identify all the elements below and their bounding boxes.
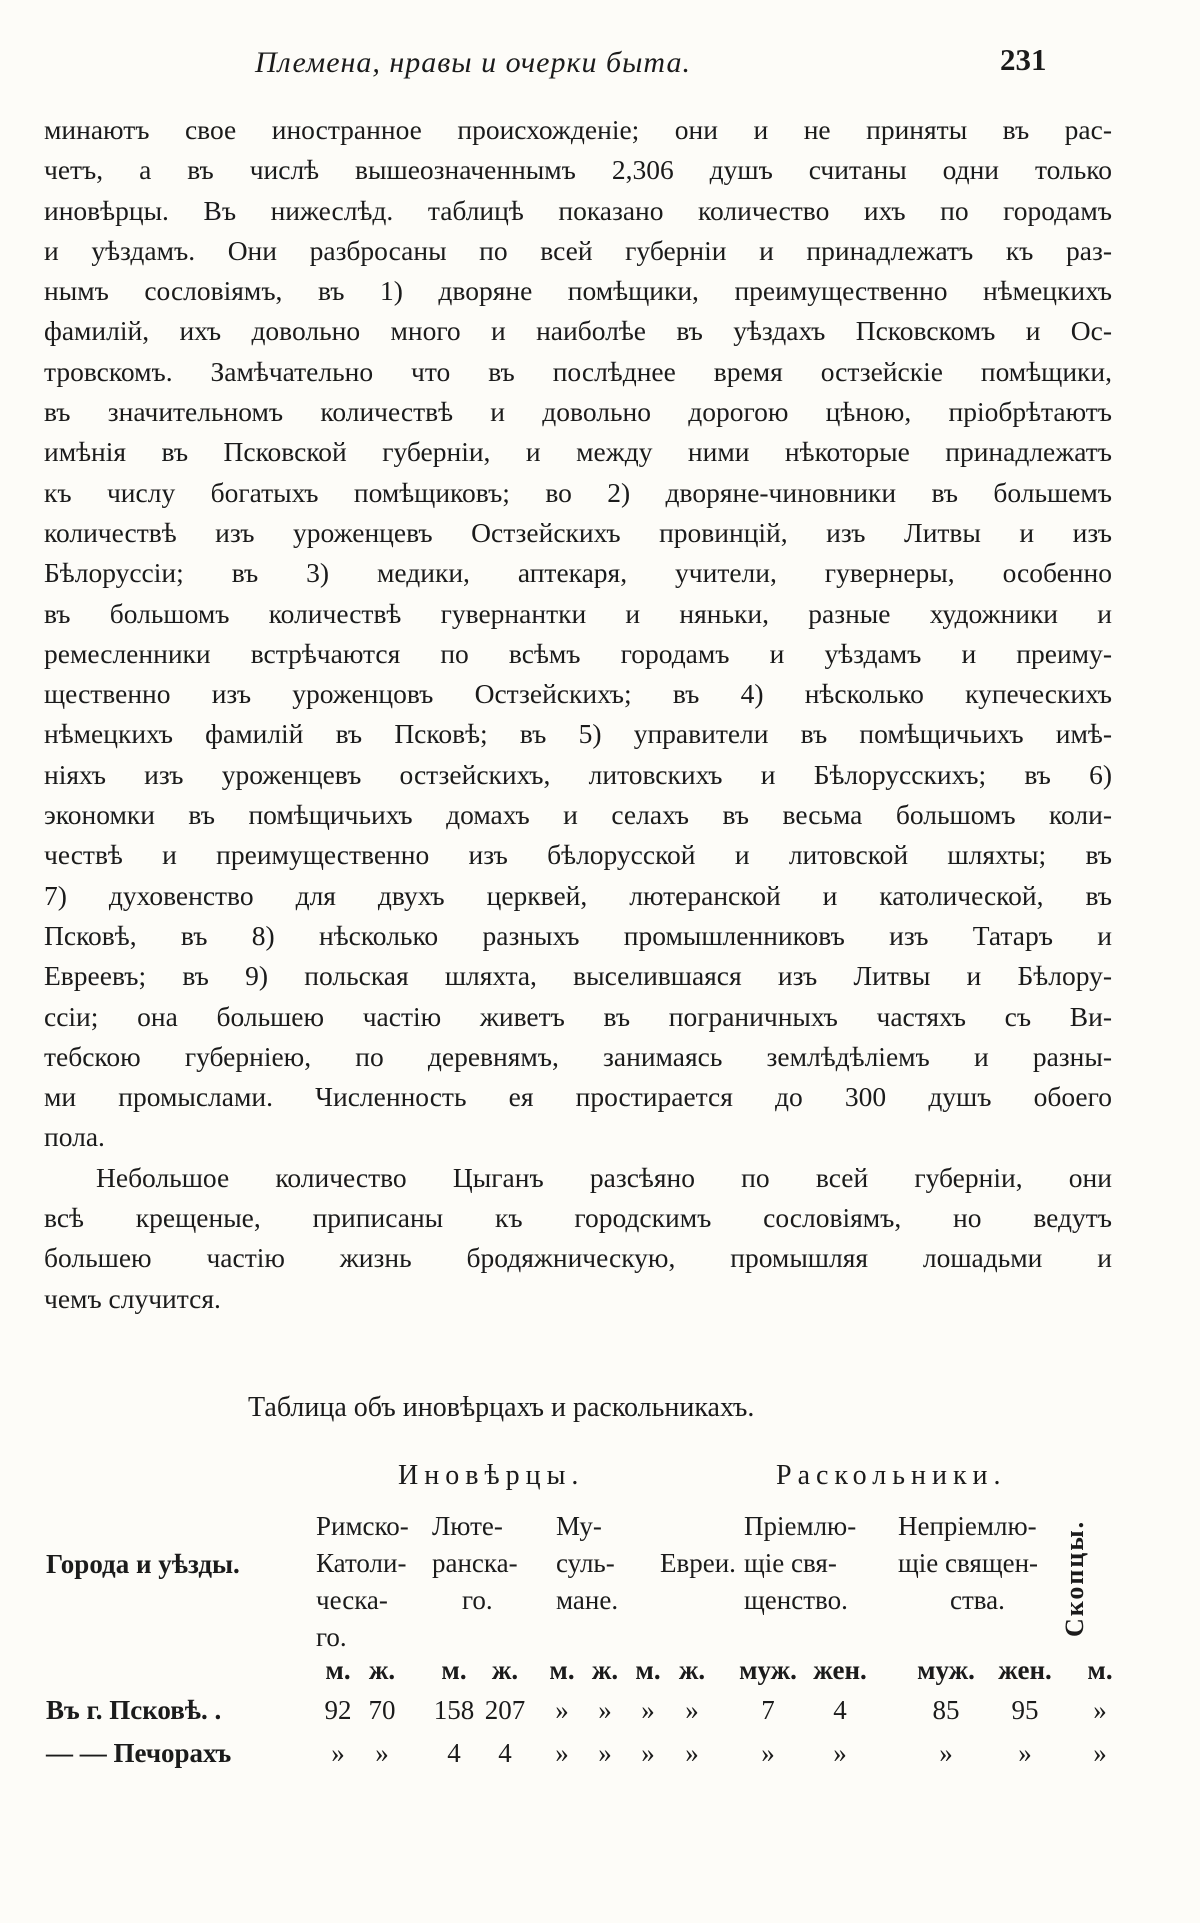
text-line: четъ, а въ числѣ вышеозначеннымъ 2,306 душъ считаны одни только bbox=[44, 154, 1112, 186]
group-header-inovercy: Иновѣрцы. bbox=[398, 1460, 585, 1491]
table-cell: » bbox=[833, 1738, 847, 1768]
running-head-title: Племена, нравы и очерки быта. bbox=[255, 46, 691, 79]
text-line: экономки въ помѣщичьихъ домахъ и селахъ въ весьма большомъ коли- bbox=[44, 799, 1112, 831]
table-cell: » bbox=[555, 1695, 569, 1725]
table-cell: » bbox=[598, 1695, 612, 1725]
sex-label: ж. bbox=[368, 1655, 396, 1685]
table-cell: 4 bbox=[833, 1695, 847, 1725]
table-cell: » bbox=[331, 1738, 345, 1768]
text-line: чемъ случится. bbox=[44, 1282, 221, 1314]
column-header-evrei: Евреи. bbox=[660, 1548, 736, 1578]
text-line: 7) духовенство для двухъ церквей, лютеранской и католической, въ bbox=[44, 879, 1112, 911]
table-cell: 4 bbox=[447, 1738, 461, 1768]
table-cell: » bbox=[1093, 1738, 1107, 1768]
sex-label: жен. bbox=[813, 1655, 867, 1685]
sex-label: м. bbox=[549, 1655, 575, 1685]
table-cell: 207 bbox=[484, 1695, 526, 1725]
sex-label: ж. bbox=[678, 1655, 706, 1685]
sex-label: м. bbox=[635, 1655, 661, 1685]
table-cell: 95 bbox=[1011, 1695, 1039, 1725]
page-number: 231 bbox=[1000, 42, 1047, 77]
sex-label: м. bbox=[441, 1655, 467, 1685]
table-cell: 85 bbox=[932, 1695, 960, 1725]
sex-label: жен. bbox=[998, 1655, 1052, 1685]
text-line: Псковѣ, въ 8) нѣсколько разныхъ промышленниковъ изъ Татаръ и bbox=[44, 919, 1112, 951]
text-line: ссіи; она большею частію живетъ въ пограничныхъ частяхъ съ Ви- bbox=[44, 1000, 1112, 1032]
text-line: тебскою губерніею, по деревнямъ, занимаясь землѣдѣліемъ и разны- bbox=[44, 1040, 1112, 1072]
sex-label: м. bbox=[1087, 1655, 1113, 1685]
text-line: большею частію жизнь бродяжническую, промышляя лошадьми и bbox=[44, 1242, 1112, 1274]
table-cell: » bbox=[641, 1738, 655, 1768]
text-line: фамилій, ихъ довольно много и наиболѣе въ уѣздахъ Псковскомъ и Ос- bbox=[44, 315, 1112, 347]
text-line: Небольшое количество Цыганъ разсѣяно по всей губерніи, они bbox=[96, 1161, 1112, 1193]
column-header-skoptsy: Скопцы. bbox=[1060, 1519, 1089, 1637]
text-line: нымъ сословіямъ, въ 1) дворяне помѣщики, преимущественно нѣмецкихъ bbox=[44, 275, 1112, 307]
table-cell: » bbox=[375, 1738, 389, 1768]
table-cell: 158 bbox=[433, 1695, 475, 1725]
sex-label: ж. bbox=[491, 1655, 519, 1685]
text-line: ніяхъ изъ уроженцевъ остзейскихъ, литовскихъ и Бѣлорусскихъ; въ 6) bbox=[44, 758, 1112, 790]
column-header-lyuteranskago: Люте- ранска- го. bbox=[432, 1511, 518, 1615]
text-line: къ числу богатыхъ помѣщиковъ; во 2) дворяне-чиновники въ большемъ bbox=[44, 476, 1112, 508]
sex-label: м. bbox=[325, 1655, 351, 1685]
sex-label: ж. bbox=[591, 1655, 619, 1685]
text-line: имѣнія въ Псковской губерніи, и между ними нѣкоторые принадлежатъ bbox=[44, 436, 1112, 468]
text-line: чествѣ и преимущественно изъ бѣлорусской и литовской шляхты; въ bbox=[44, 839, 1112, 871]
running-head bbox=[0, 42, 1200, 86]
table-cell: » bbox=[685, 1738, 699, 1768]
text-line: и уѣздамъ. Они разбросаны по всей губерніи и принадлежатъ къ раз- bbox=[44, 234, 1112, 266]
text-line: пола. bbox=[44, 1121, 105, 1153]
text-line: ми промыслами. Численность ея простирается до 300 душъ обоего bbox=[44, 1081, 1112, 1113]
sex-label: муж. bbox=[739, 1655, 797, 1685]
table-cell: » bbox=[1018, 1738, 1032, 1768]
table-title: Таблица объ иновѣрцахъ и раскольникахъ. bbox=[248, 1392, 755, 1423]
text-line: количествѣ изъ уроженцевъ Остзейскихъ провинцій, изъ Литвы и изъ bbox=[44, 516, 1112, 548]
text-line: щественно изъ уроженцовъ Остзейскихъ; въ 4) нѣсколько купеческихъ bbox=[44, 678, 1112, 710]
text-line: Евреевъ; въ 9) польская шляхта, выселившаяся изъ Литвы и Бѣлору- bbox=[44, 960, 1112, 992]
group-header-raskolniki: Раскольники. bbox=[776, 1460, 1007, 1491]
text-line: всѣ крещеные, приписаны къ городскимъ сословіямъ, но ведутъ bbox=[44, 1202, 1112, 1234]
column-header-priemlyushchie: Пріемлю- щіе свя- щенство. bbox=[744, 1511, 857, 1615]
table-cell: 92 bbox=[324, 1695, 352, 1725]
table-cell: » bbox=[939, 1738, 953, 1768]
table-row-label: — — Печорахъ bbox=[46, 1738, 232, 1768]
table-cell: » bbox=[685, 1695, 699, 1725]
table-cell: » bbox=[761, 1738, 775, 1768]
row-header-label: Города и уѣзды. bbox=[46, 1549, 240, 1579]
table-cell: » bbox=[598, 1738, 612, 1768]
column-header-mussulmane: Му- суль- мане. bbox=[556, 1511, 619, 1615]
text-line: ремесленники встрѣчаются по всѣмъ городамъ и уѣздамъ и преиму- bbox=[44, 637, 1112, 669]
text-line: минаютъ свое иностранное происхожденіе; они и не приняты въ рас- bbox=[44, 114, 1112, 145]
table-cell: » bbox=[1093, 1695, 1107, 1725]
table-cell: 70 bbox=[368, 1695, 396, 1725]
text-line: въ большомъ количествѣ гувернантки и няньки, разные художники и bbox=[44, 597, 1112, 629]
sex-label: муж. bbox=[917, 1655, 975, 1685]
text-line: иновѣрцы. Въ нижеслѣд. таблицѣ показано количество ихъ по городамъ bbox=[44, 194, 1112, 226]
body-text bbox=[44, 110, 1112, 1319]
table-cell: » bbox=[641, 1695, 655, 1725]
table-row-label: Въ г. Псковѣ. . bbox=[46, 1695, 222, 1725]
table-cell: » bbox=[555, 1738, 569, 1768]
column-header-rimsko-katolicheskago: Римско- Католи- ческа- го. bbox=[316, 1511, 409, 1652]
text-line: въ значительномъ количествѣ и довольно дорогою цѣною, пріобрѣтаютъ bbox=[44, 396, 1112, 428]
column-header-nepriemlyushchie: Непріемлю- щіе священ- ства. bbox=[898, 1511, 1039, 1615]
text-line: Бѣлоруссіи; въ 3) медики, аптекаря, учители, гувернеры, особенно bbox=[44, 557, 1112, 589]
text-line: нѣмецкихъ фамилій въ Псковѣ; въ 5) управители въ помѣщичьихъ имѣ- bbox=[44, 718, 1112, 750]
table-cell: 4 bbox=[498, 1738, 512, 1768]
text-line: тровскомъ. Замѣчательно что въ послѣднее время остзейскіе помѣщики, bbox=[44, 355, 1112, 387]
table-cell: 7 bbox=[761, 1695, 775, 1725]
